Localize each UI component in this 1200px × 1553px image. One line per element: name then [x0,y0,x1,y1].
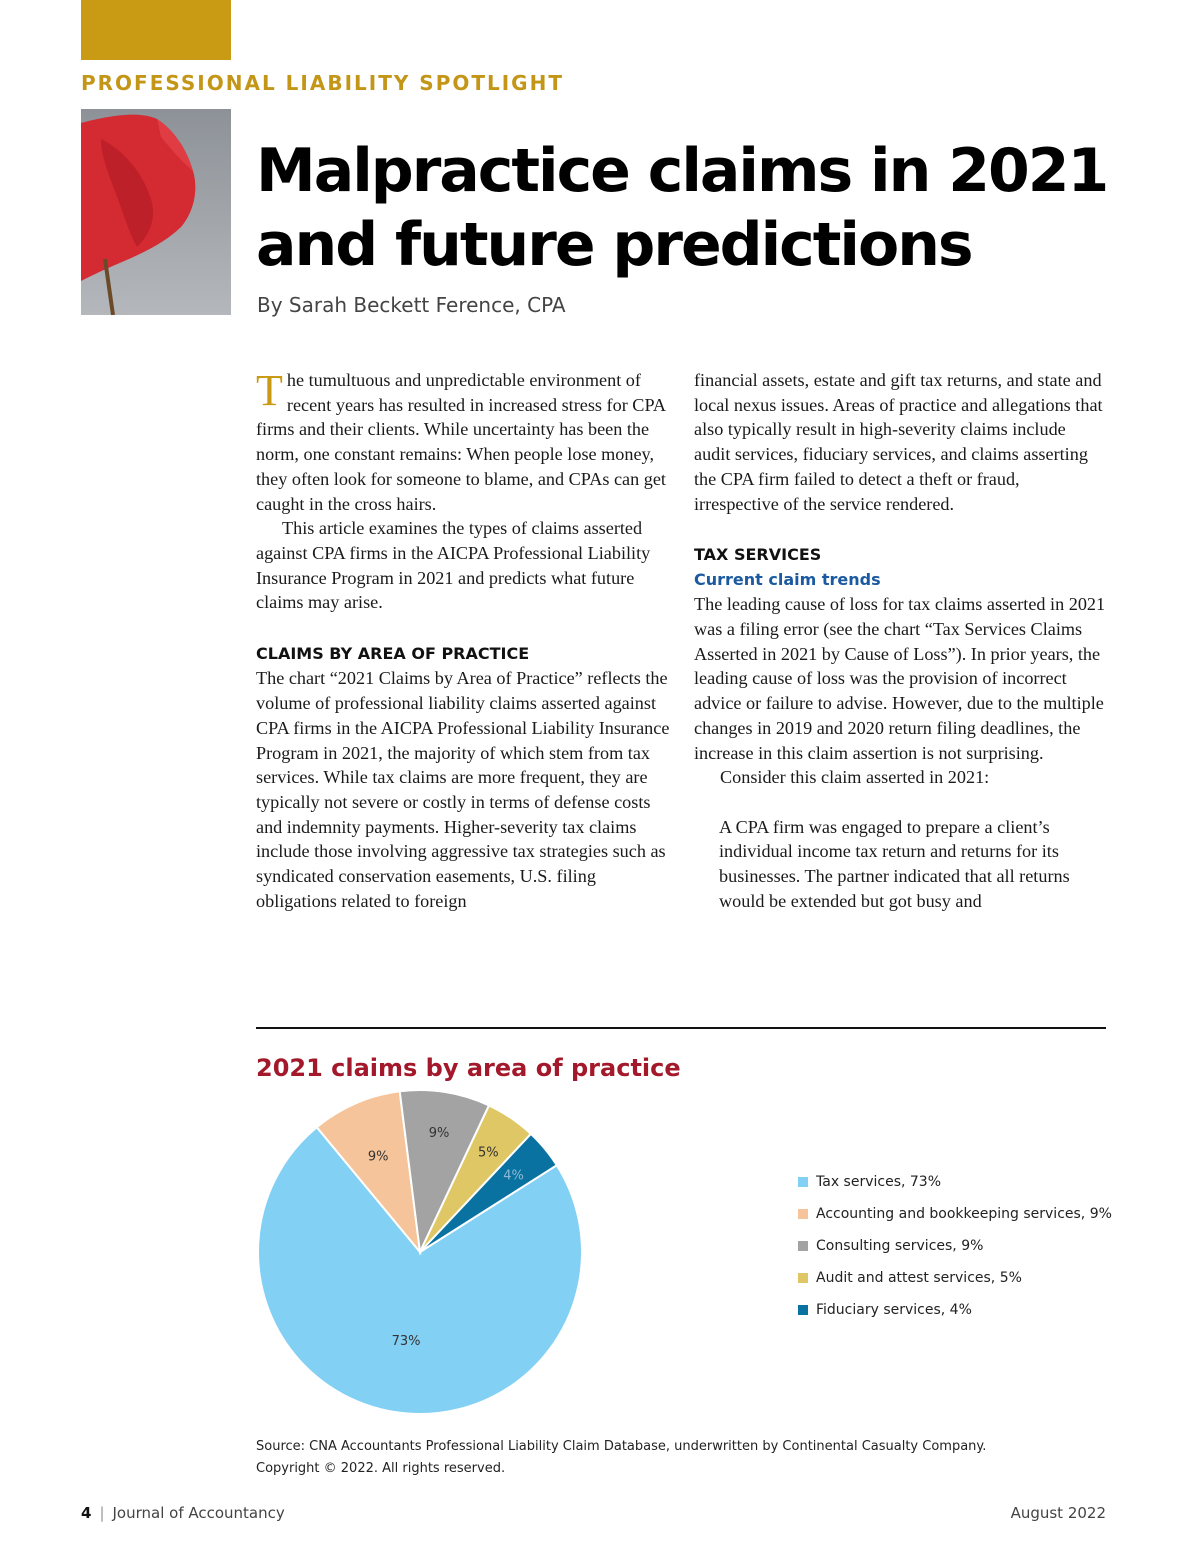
header-color-bar [81,0,231,60]
article-column-left [256,368,670,913]
legend-item-3 [798,1230,1112,1262]
article-title [256,134,1156,282]
section-heading-tax-services: TAX SERVICES [694,544,822,564]
section-divider [256,1027,1106,1029]
publication-name: Journal of Accountancy [112,1504,285,1522]
legend-item-5 [798,1294,1112,1326]
legend-swatch [798,1273,808,1283]
section-kicker: PROFESSIONAL LIABILITY SPOTLIGHT [81,71,564,95]
copyright-line: Copyright © 2022. All rights reserved. [256,1461,506,1476]
legend-swatch [798,1209,808,1219]
legend-label: Consulting services, 9% [816,1238,984,1254]
issue-date: August 2022 [1010,1504,1106,1522]
page-footer-left [81,1504,285,1522]
tax-services-paragraph: The leading cause of loss for tax claims asserted in 2021 was a filing error (see the chart “Tax Services Claims Asserted in 2021 by Cause of Loss”). In prior years, the leading cause of loss was the provision of incorrect advice or failure to advise. However, due to the multiple changes in 2019 and 2020 return filing deadlines, the increase in this claim assertion is not surprising. [694,594,1106,763]
claim-intro-paragraph: Consider this claim asserted in 2021: [720,767,990,788]
intro-paragraph-2: This article examines the types of claims asserted against CPA firms in the AICPA Professional Liability Insurance Program in 2021 and predicts what future claims may arise. [256,518,651,613]
legend-label: Tax services, 73% [816,1174,942,1190]
subheading-current-claim-trends: Current claim trends [694,569,881,589]
pie-slice-label-4: 5% [477,1145,499,1161]
red-flag-image [81,109,231,315]
legend-label: Fiduciary services, 4% [816,1302,972,1318]
legend-item-4 [798,1262,1112,1294]
legend-label: Audit and attest services, 5% [816,1270,1022,1286]
legend-item-2 [798,1198,1112,1230]
chart-legend [798,1166,1112,1326]
pie-slice-label-5: 4% [503,1168,524,1184]
page-number: 4 [81,1504,92,1522]
article-column-right [694,368,1106,913]
intro-text: he tumultuous and unpredictable environment of recent years has resulted in increased stress for CPA firms and their clients. While uncertainty has been the norm, one constant remains: When people lose money, they often look for someone to blame, and CPAs can get caught in the cross hairs. [256,370,666,514]
claim-example-quote: A CPA firm was engaged to prepare a client’s individual income tax return and returns for its businesses. The partner indicated that all returns would be extended but got busy and [719,816,1070,911]
chart-source-note [256,1436,1116,1480]
area-of-practice-continued: financial assets, estate and gift tax returns, and state and local nexus issues. Areas of practice and allegations that also typically result in high-severity claims include audit services, fiduciary services, and claims asserting the CPA firm failed to detect a theft or fraud, irrespective of the service rendered. [694,370,1103,514]
legend-swatch [798,1177,808,1187]
pie-slice-label-1: 73% [391,1334,421,1349]
title-line-2: and future predictions [256,210,972,280]
chart-title: 2021 claims by area of practice [256,1054,681,1082]
section-heading-area-of-practice: CLAIMS BY AREA OF PRACTICE [256,643,530,663]
footer-separator: | [99,1504,105,1522]
pie-slice-label-3: 9% [428,1126,450,1141]
drop-cap: T [256,366,283,415]
legend-swatch [798,1241,808,1251]
pie-slice-label-2: 9% [367,1149,389,1165]
pie-chart [250,1080,770,1425]
intro-paragraph [256,368,670,516]
area-of-practice-paragraph: The chart “2021 Claims by Area of Practice” reflects the volume of professional liability claims asserted against CPA firms in the AICPA Professional Liability Insurance Program in 2021, the majority of which stem from tax services. While tax claims are more frequent, they are typically not severe or costly in terms of defense costs and indemnity payments. Higher-severity tax claims include those involving aggressive tax strategies such as syndicated conservation easements, U.S. filing obligations related to foreign [256,668,670,911]
legend-label: Accounting and bookkeeping services, 9% [816,1206,1112,1222]
legend-item-1 [798,1166,1112,1198]
author-byline: By Sarah Beckett Ference, CPA [257,293,566,317]
legend-swatch [798,1305,808,1315]
source-line: Source: CNA Accountants Professional Liability Claim Database, underwritten by Continental Casualty Company. [256,1439,987,1454]
title-line-1: Malpractice claims in 2021 [256,136,1108,206]
